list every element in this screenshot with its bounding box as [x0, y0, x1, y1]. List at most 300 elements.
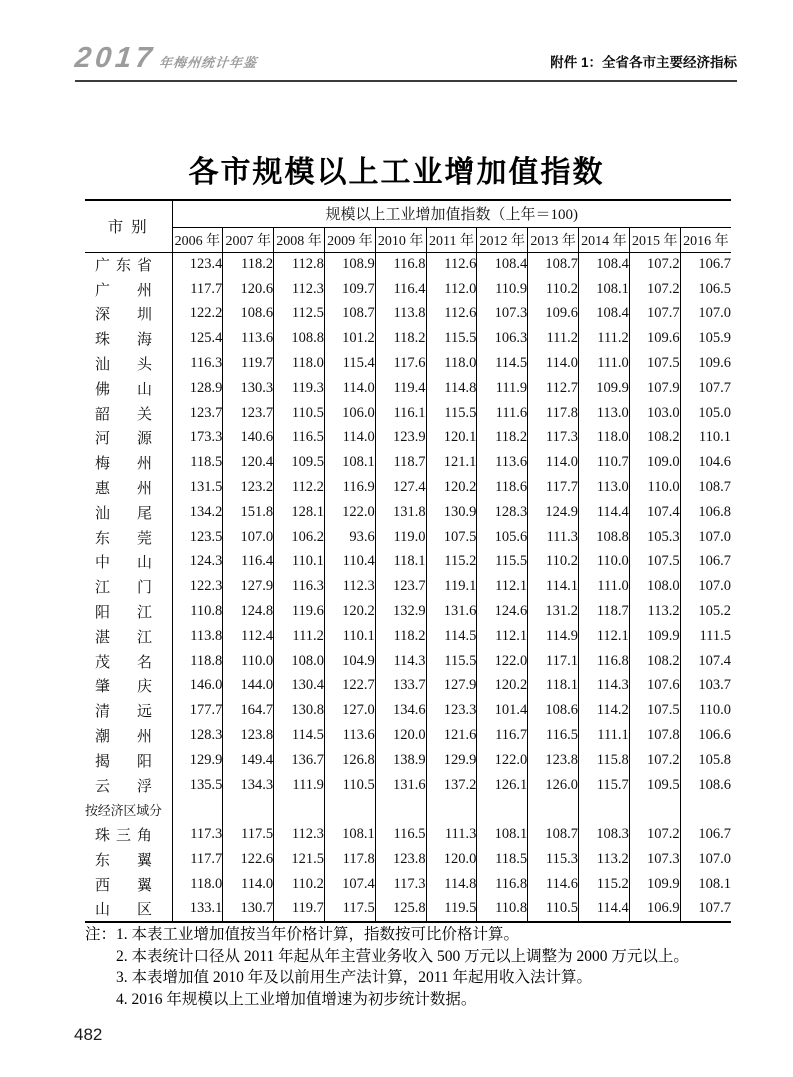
- index-value: 113.8: [375, 302, 426, 327]
- index-value: 107.2: [629, 822, 680, 847]
- table-row: [85, 748, 731, 773]
- table-row: [85, 897, 731, 922]
- index-value: [375, 798, 426, 823]
- index-value: 108.1: [324, 450, 375, 475]
- year-header: 2008 年: [274, 227, 325, 252]
- region-name: 山区: [95, 902, 152, 919]
- index-value: 128.9: [172, 376, 223, 401]
- index-value: 113.6: [223, 326, 274, 351]
- index-value: 112.4: [223, 624, 274, 649]
- region-name: 广东省: [95, 258, 152, 275]
- index-value: 105.3: [629, 525, 680, 550]
- index-value: 114.8: [426, 872, 477, 897]
- index-value: 105.2: [680, 599, 731, 624]
- index-value: 101.2: [324, 326, 375, 351]
- index-value: 129.9: [426, 748, 477, 773]
- index-value: 108.6: [680, 773, 731, 798]
- region-name: 深圳: [95, 307, 152, 324]
- index-value: 115.5: [426, 326, 477, 351]
- table-row: [85, 649, 731, 674]
- index-value: 117.1: [528, 649, 579, 674]
- index-value: 113.8: [172, 624, 223, 649]
- index-value: 106.6: [680, 723, 731, 748]
- index-value: 124.9: [528, 500, 579, 525]
- index-value: 120.0: [375, 723, 426, 748]
- index-value: 107.2: [629, 252, 680, 277]
- running-head: [75, 44, 737, 82]
- index-value: 108.7: [324, 302, 375, 327]
- index-value: 116.5: [274, 426, 325, 451]
- index-value: 164.7: [223, 698, 274, 723]
- index-value: 107.2: [629, 277, 680, 302]
- index-value: 115.3: [528, 847, 579, 872]
- index-value: 114.3: [579, 674, 630, 699]
- index-value: 137.2: [426, 773, 477, 798]
- index-value: 107.4: [629, 500, 680, 525]
- index-value: 120.6: [223, 277, 274, 302]
- index-value: 107.9: [629, 376, 680, 401]
- index-value: 110.7: [579, 450, 630, 475]
- index-value: 118.0: [274, 351, 325, 376]
- index-value: 114.0: [324, 426, 375, 451]
- index-value: [274, 798, 325, 823]
- index-value: 118.2: [223, 252, 274, 277]
- index-value: 115.5: [477, 550, 528, 575]
- index-value: 118.1: [375, 550, 426, 575]
- index-value: 117.7: [172, 277, 223, 302]
- index-value: 107.0: [680, 847, 731, 872]
- index-value: 130.4: [274, 674, 325, 699]
- index-value: 116.4: [223, 550, 274, 575]
- table-row: [85, 252, 731, 277]
- index-value: 109.5: [274, 450, 325, 475]
- index-value: 105.6: [477, 525, 528, 550]
- index-value: 107.4: [324, 872, 375, 897]
- index-value: 144.0: [223, 674, 274, 699]
- index-value: 126.8: [324, 748, 375, 773]
- index-value: 112.5: [274, 302, 325, 327]
- index-value: 111.9: [477, 376, 528, 401]
- index-value: 127.0: [324, 698, 375, 723]
- notes: [85, 924, 745, 1010]
- index-value: 110.8: [172, 599, 223, 624]
- region-name: 云浮: [95, 778, 152, 795]
- table-row: [85, 574, 731, 599]
- index-value: 112.1: [477, 624, 528, 649]
- index-value: 130.8: [274, 698, 325, 723]
- index-value: 109.9: [629, 872, 680, 897]
- index-value: 111.0: [579, 574, 630, 599]
- index-value: [579, 798, 630, 823]
- table-row: [85, 376, 731, 401]
- year-header: 2013 年: [528, 227, 579, 252]
- index-value: 131.5: [172, 475, 223, 500]
- index-value: 136.7: [274, 748, 325, 773]
- table-row: [85, 822, 731, 847]
- table-row: [85, 847, 731, 872]
- index-value: 110.8: [477, 897, 528, 922]
- index-value: 106.7: [680, 550, 731, 575]
- index-value: 117.3: [528, 426, 579, 451]
- index-value: 117.6: [375, 351, 426, 376]
- index-value: 101.4: [477, 698, 528, 723]
- region-name: 惠州: [95, 481, 152, 498]
- region-name: 揭阳: [95, 753, 152, 770]
- index-value: 119.1: [426, 574, 477, 599]
- index-value: 108.4: [477, 252, 528, 277]
- index-value: 104.9: [324, 649, 375, 674]
- index-value: 108.4: [579, 252, 630, 277]
- index-value: 114.4: [579, 500, 630, 525]
- index-value: 109.5: [629, 773, 680, 798]
- index-value: 110.0: [579, 550, 630, 575]
- index-value: 107.0: [223, 525, 274, 550]
- index-value: 122.0: [477, 649, 528, 674]
- index-value: 118.5: [477, 847, 528, 872]
- index-value: 108.8: [274, 326, 325, 351]
- index-value: 128.3: [172, 723, 223, 748]
- index-value: 110.2: [528, 277, 579, 302]
- index-value: 114.0: [223, 872, 274, 897]
- index-value: 116.9: [324, 475, 375, 500]
- index-value: 123.5: [172, 525, 223, 550]
- table-row: [85, 773, 731, 798]
- index-value: 118.2: [375, 624, 426, 649]
- index-value: 115.7: [579, 773, 630, 798]
- index-value: 121.5: [274, 847, 325, 872]
- year-header: 2012 年: [477, 227, 528, 252]
- region-name: 汕尾: [95, 505, 152, 522]
- table-row: [85, 599, 731, 624]
- region-name: 韶关: [95, 406, 152, 423]
- region-name: 茂名: [95, 654, 152, 671]
- index-value: 108.7: [528, 252, 579, 277]
- index-value: 131.6: [375, 773, 426, 798]
- index-value: 108.2: [629, 426, 680, 451]
- index-value: 134.6: [375, 698, 426, 723]
- index-value: 113.6: [477, 450, 528, 475]
- index-value: [223, 798, 274, 823]
- index-value: 123.9: [375, 426, 426, 451]
- index-value: 113.6: [324, 723, 375, 748]
- index-value: 110.0: [629, 475, 680, 500]
- page-number: 482: [74, 1025, 103, 1044]
- index-value: 108.2: [629, 649, 680, 674]
- index-value: 120.4: [223, 450, 274, 475]
- index-value: 123.8: [223, 723, 274, 748]
- index-value: 107.0: [680, 525, 731, 550]
- index-value: 120.0: [426, 847, 477, 872]
- index-value: 117.7: [172, 847, 223, 872]
- yearbook-logo: [73, 44, 259, 73]
- index-value: 140.6: [223, 426, 274, 451]
- table-row: [85, 351, 731, 376]
- region-name: 汕头: [95, 357, 152, 374]
- index-value: 125.4: [172, 326, 223, 351]
- table-row: [85, 500, 731, 525]
- table-row: [85, 426, 731, 451]
- index-value: 123.7: [223, 401, 274, 426]
- index-value: 115.2: [426, 550, 477, 575]
- index-value: 116.8: [477, 872, 528, 897]
- index-value: 112.1: [579, 624, 630, 649]
- index-value: 117.3: [375, 872, 426, 897]
- yearbook-logo-year: 2017: [73, 42, 158, 74]
- index-value: 114.4: [579, 897, 630, 922]
- year-header: 2016 年: [680, 227, 731, 252]
- index-value: 122.0: [324, 500, 375, 525]
- index-value: 108.1: [477, 822, 528, 847]
- index-value: 123.3: [426, 698, 477, 723]
- index-value: 114.1: [528, 574, 579, 599]
- index-value: 121.6: [426, 723, 477, 748]
- index-value: 111.3: [426, 822, 477, 847]
- index-value: 117.5: [324, 897, 375, 922]
- index-value: 114.5: [426, 624, 477, 649]
- index-value: 108.0: [274, 649, 325, 674]
- region-name: 肇庆: [95, 679, 152, 696]
- index-value: 173.3: [172, 426, 223, 451]
- index-value: 116.3: [274, 574, 325, 599]
- index-value: 107.3: [629, 847, 680, 872]
- index-value: 123.7: [172, 401, 223, 426]
- index-value: 112.2: [274, 475, 325, 500]
- index-value: 119.7: [223, 351, 274, 376]
- index-value: 109.9: [629, 624, 680, 649]
- index-value: 119.7: [274, 897, 325, 922]
- index-value: 114.0: [324, 376, 375, 401]
- index-value: 104.6: [680, 450, 731, 475]
- index-value: 110.5: [528, 897, 579, 922]
- index-value: 124.6: [477, 599, 528, 624]
- index-value: 107.2: [629, 748, 680, 773]
- index-group-header: 规模以上工业增加值指数（上年＝100): [172, 200, 731, 227]
- index-value: 149.4: [223, 748, 274, 773]
- index-value: 122.6: [223, 847, 274, 872]
- region-name: 河源: [95, 431, 152, 448]
- index-value: 106.7: [680, 822, 731, 847]
- index-value: 105.8: [680, 748, 731, 773]
- table-row: [85, 624, 731, 649]
- index-value: 109.6: [680, 351, 731, 376]
- index-value: 134.3: [223, 773, 274, 798]
- index-value: 109.0: [629, 450, 680, 475]
- index-value: 107.0: [680, 574, 731, 599]
- index-value: 110.2: [528, 550, 579, 575]
- index-value: 116.5: [528, 723, 579, 748]
- index-value: 107.4: [680, 649, 731, 674]
- note-line-3: 3. 本表增加值 2010 年及以前用生产法计算，2011 年起用收入法计算。: [116, 969, 593, 986]
- region-name: 江门: [95, 580, 152, 597]
- index-value: 107.7: [629, 302, 680, 327]
- year-header: 2007 年: [223, 227, 274, 252]
- index-value: 114.0: [528, 351, 579, 376]
- index-value: 107.6: [629, 674, 680, 699]
- index-value: 146.0: [172, 674, 223, 699]
- table-header: [85, 200, 731, 252]
- index-value: 103.7: [680, 674, 731, 699]
- index-value: 116.1: [375, 401, 426, 426]
- indices-table: [85, 199, 731, 923]
- index-value: 107.5: [629, 698, 680, 723]
- year-header: 2011 年: [426, 227, 477, 252]
- year-header: 2009 年: [324, 227, 375, 252]
- index-value: [426, 798, 477, 823]
- index-value: 120.2: [477, 674, 528, 699]
- note-line-4: 4. 2016 年规模以上工业增加值增速为初步统计数据。: [116, 990, 477, 1008]
- region-name: 东翼: [95, 853, 152, 870]
- region-name: 广州: [95, 282, 152, 299]
- index-value: 123.8: [375, 847, 426, 872]
- index-value: 108.1: [324, 822, 375, 847]
- index-value: 135.5: [172, 773, 223, 798]
- index-value: 124.8: [223, 599, 274, 624]
- index-value: 118.5: [172, 450, 223, 475]
- table-row: [85, 475, 731, 500]
- table-row: [85, 550, 731, 575]
- index-value: 151.8: [223, 500, 274, 525]
- table-row: [85, 723, 731, 748]
- index-value: 108.3: [579, 822, 630, 847]
- index-value: 111.1: [579, 723, 630, 748]
- index-value: 122.0: [477, 748, 528, 773]
- index-value: 108.6: [528, 698, 579, 723]
- index-value: 119.4: [375, 376, 426, 401]
- index-value: 138.9: [375, 748, 426, 773]
- region-name: 中山: [95, 555, 152, 572]
- index-value: 113.2: [579, 847, 630, 872]
- year-header: 2014 年: [579, 227, 630, 252]
- index-value: 131.6: [426, 599, 477, 624]
- index-value: 116.5: [375, 822, 426, 847]
- index-value: 106.3: [477, 326, 528, 351]
- index-value: 123.7: [375, 574, 426, 599]
- index-value: 115.4: [324, 351, 375, 376]
- index-value: 110.2: [274, 872, 325, 897]
- index-value: 117.3: [172, 822, 223, 847]
- index-value: 105.9: [680, 326, 731, 351]
- index-value: 114.2: [579, 698, 630, 723]
- index-value: 108.0: [629, 574, 680, 599]
- index-value: 106.9: [629, 897, 680, 922]
- index-value: 118.2: [375, 326, 426, 351]
- index-value: 109.6: [528, 302, 579, 327]
- region-name: 珠三角: [95, 828, 152, 845]
- index-value: 116.7: [477, 723, 528, 748]
- index-value: 131.8: [375, 500, 426, 525]
- table-body: [85, 252, 731, 922]
- index-value: 108.4: [579, 302, 630, 327]
- index-value: 120.2: [426, 475, 477, 500]
- index-value: 112.3: [274, 822, 325, 847]
- note-line-1: [85, 924, 745, 946]
- index-value: 112.6: [426, 252, 477, 277]
- table-row: [85, 674, 731, 699]
- index-value: 177.7: [172, 698, 223, 723]
- index-value: 130.3: [223, 376, 274, 401]
- index-value: 110.1: [680, 426, 731, 451]
- index-value: 128.1: [274, 500, 325, 525]
- index-value: 119.3: [274, 376, 325, 401]
- index-value: [629, 798, 680, 823]
- index-value: 123.2: [223, 475, 274, 500]
- year-header: 2015 年: [629, 227, 680, 252]
- index-value: 130.7: [223, 897, 274, 922]
- index-value: 113.0: [579, 475, 630, 500]
- index-value: 118.0: [172, 872, 223, 897]
- index-value: 106.2: [274, 525, 325, 550]
- section-label: 按经济区域分: [85, 803, 162, 819]
- index-value: 118.6: [477, 475, 528, 500]
- index-value: 113.2: [629, 599, 680, 624]
- index-value: 127.9: [223, 574, 274, 599]
- region-name: 阳江: [95, 605, 152, 622]
- table-row: [85, 277, 731, 302]
- index-value: 124.3: [172, 550, 223, 575]
- index-value: 110.9: [477, 277, 528, 302]
- index-value: 133.1: [172, 897, 223, 922]
- region-name: 佛山: [95, 381, 152, 398]
- index-value: 118.7: [375, 450, 426, 475]
- index-value: 111.2: [528, 326, 579, 351]
- index-value: 114.3: [375, 649, 426, 674]
- region-name: 潮州: [95, 729, 152, 746]
- index-value: 112.1: [477, 574, 528, 599]
- index-value: 107.5: [629, 351, 680, 376]
- index-value: 112.0: [426, 277, 477, 302]
- index-value: 114.5: [274, 723, 325, 748]
- index-value: 115.8: [579, 748, 630, 773]
- index-value: 110.1: [324, 624, 375, 649]
- index-value: 126.1: [477, 773, 528, 798]
- index-value: 108.1: [680, 872, 731, 897]
- index-value: [477, 798, 528, 823]
- index-value: 118.8: [172, 649, 223, 674]
- index-value: 93.6: [324, 525, 375, 550]
- index-value: 110.5: [274, 401, 325, 426]
- region-name: 湛江: [95, 629, 152, 646]
- index-value: 110.0: [223, 649, 274, 674]
- index-value: 110.1: [274, 550, 325, 575]
- index-value: 108.6: [223, 302, 274, 327]
- index-value: 119.5: [426, 897, 477, 922]
- table-row: [85, 326, 731, 351]
- index-value: 114.0: [528, 450, 579, 475]
- index-value: 112.3: [324, 574, 375, 599]
- region-name: 清远: [95, 704, 152, 721]
- index-value: 111.0: [579, 351, 630, 376]
- index-value: 129.9: [172, 748, 223, 773]
- index-value: [528, 798, 579, 823]
- index-value: 114.9: [528, 624, 579, 649]
- index-value: [324, 798, 375, 823]
- index-value: 114.8: [426, 376, 477, 401]
- index-value: 112.8: [274, 252, 325, 277]
- index-value: 108.9: [324, 252, 375, 277]
- index-value: 119.0: [375, 525, 426, 550]
- index-value: 116.8: [375, 252, 426, 277]
- index-value: 112.6: [426, 302, 477, 327]
- index-value: 123.4: [172, 252, 223, 277]
- index-value: 121.1: [426, 450, 477, 475]
- note-line-2: 2. 本表统计口径从 2011 年起从年主营业务收入 500 万元以上调整为 2000 万元以上。: [116, 947, 689, 965]
- table-row: [85, 401, 731, 426]
- index-value: 117.8: [528, 401, 579, 426]
- page-title: 各市规模以上工业增加值指数: [188, 156, 605, 190]
- group-header-row: [85, 200, 731, 227]
- index-value: 123.8: [528, 748, 579, 773]
- index-value: 111.9: [274, 773, 325, 798]
